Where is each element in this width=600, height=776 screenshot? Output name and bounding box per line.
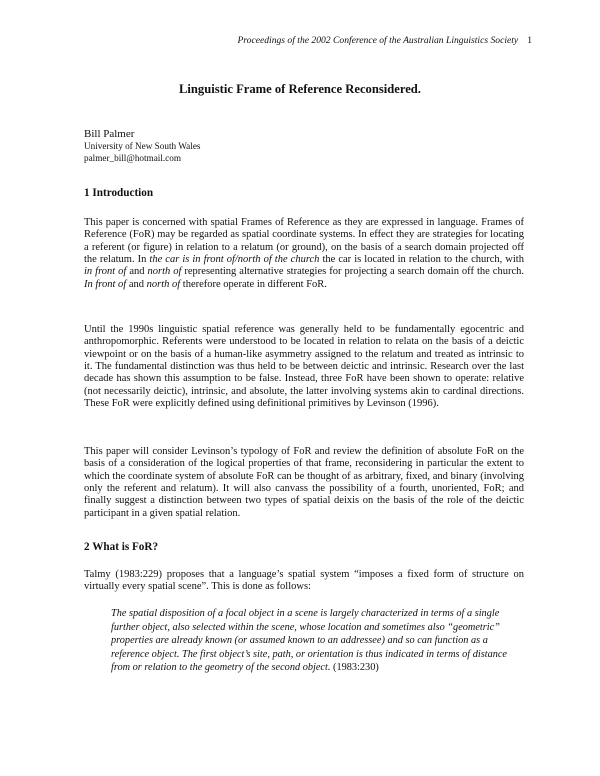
author-affiliation: University of New South Wales: [84, 141, 201, 151]
section-heading-what-is-for: 2 What is FoR?: [84, 541, 159, 553]
intro-paragraph-2: Until the 1990s linguistic spatial reference was generally held to be fundamentally egocentric and anthropomorphic. Referents were understood to be located in relation to relata on the basis of a deictic viewpoint or on the basis of a human-like asymmetry assigned to the relatum and treated as intrinsic to it. The fundamental distinction was thus held to be between deictic and intrinsic. Research over the last decade has shown this assumption to be false. Instead, three FoR have been shown to operate: relative (not necessarily deictic), intrinsic, and absolute, the latter involving systems akin to cardinal directions. These FoR were explicitly defined using definitional primitives by Levinson (1996).: [84, 324, 524, 410]
author-block: [84, 128, 200, 164]
section2-paragraph-1: Talmy (1983:229) proposes that a language’s spatial system “imposes a fixed form of structure on virtually every spatial scene”. This is done as follows:: [84, 569, 524, 593]
intro-paragraph-1: This paper is concerned with spatial Frames of Reference as they are expressed in language. Frames of Reference (FoR) may be regarded as spatial coordinate systems. In effect they are strategies for locating a referent (or figure) in relation to a relatum (or ground), on the basis of a search domain projected off the relatum. In the car is in front of/north of the church the car is located in relation to the church, with in front of and north of representing alternative strategies for projecting a search domain off the church. In front of and north of therefore operate in different FoR.: [84, 217, 524, 290]
section-heading-introduction: 1 Introduction: [84, 187, 154, 199]
block-quote: [111, 607, 525, 675]
page-number: 1: [527, 35, 532, 46]
running-head-text: Proceedings of the 2002 Conference of the Australian Linguistics Society: [237, 35, 519, 46]
paper-title: Linguistic Frame of Reference Reconsidered.: [179, 82, 421, 96]
author-email: palmer_bill@hotmail.com: [84, 152, 181, 163]
running-head: [237, 35, 532, 46]
intro-paragraph-3: This paper will consider Levinson’s typology of FoR and review the definition of absolute FoR on the basis of a consideration of the logical properties of that frame, reconsidering in particular the extent to which the coordinate system of absolute FoR can be thought of as arbitrary, fixed, and binary (involving only the referent and relatum). It will also canvass the possibility of a fourth, unoriented, FoR; and finally suggest a distinction between two types of spatial deixis on the basis of the role of the deictic participant in a given spatial relation.: [84, 446, 524, 519]
block-quote-text: The spatial disposition of a focal object in a scene is largely characterized in terms of a single further object, also selected within the scene, whose location and sometimes also “geometric” properties are already known (or assumed known to an addressee) and so can function as a reference object. The first object’s site, path, or orientation is thus indicated in terms of distance from or relation to the geometry of the second object.: [111, 608, 508, 674]
author-name: Bill Palmer: [84, 128, 135, 140]
block-quote-citation: (1983:230): [330, 662, 379, 674]
